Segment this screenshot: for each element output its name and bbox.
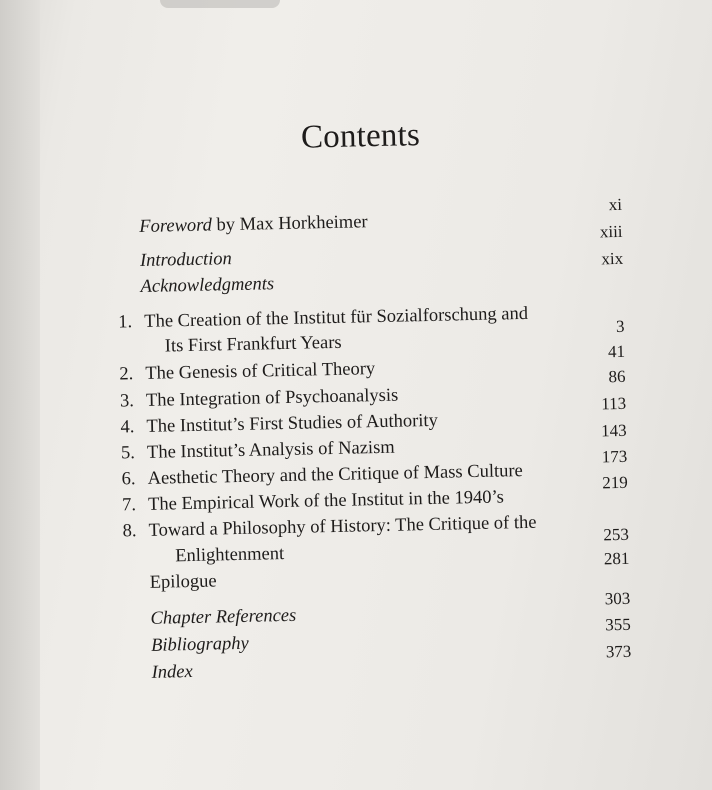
chapter-title: Aesthetic Theory and the Critique of Mass Culture xyxy=(147,461,523,489)
toc-entry-epilogue xyxy=(150,571,217,593)
toc-page-number: 219 xyxy=(602,472,628,493)
toc-chapter-8 xyxy=(122,513,536,543)
toc-entry-title-italic: Acknowledgments xyxy=(140,274,275,297)
toc-entry-title-italic: Foreword xyxy=(139,215,213,238)
chapter-title-continued: Enlightenment xyxy=(175,544,285,567)
toc-entry-title-italic: Introduction xyxy=(139,249,233,271)
toc-entry-title: Epilogue xyxy=(149,571,217,593)
chapter-title: The Integration of Psychoanalysis xyxy=(145,385,399,411)
toc-chapter-3 xyxy=(120,386,399,413)
chapter-number: 6. xyxy=(121,469,136,490)
toc-chapter-6 xyxy=(121,461,523,490)
toc-chapter-1 xyxy=(118,304,528,334)
toc-chapter-5 xyxy=(121,438,395,465)
toc-page-number: 373 xyxy=(605,641,632,662)
toc-page-number: 41 xyxy=(607,341,626,362)
chapter-number: 2. xyxy=(119,364,134,385)
chapter-number: 3. xyxy=(119,391,135,412)
chapter-number: 5. xyxy=(120,443,136,464)
toc-page-number: 303 xyxy=(604,588,631,609)
toc-entry-title: Index xyxy=(151,661,193,683)
toc-entry-title: Chapter References xyxy=(150,605,297,629)
toc-page-number: 113 xyxy=(601,393,627,414)
chapter-title: Toward a Philosophy of History: The Critique of the xyxy=(148,512,537,541)
toc-entry-foreword xyxy=(139,212,368,238)
chapter-title: The Institut’s Analysis of Nazism xyxy=(146,437,395,463)
toc-page-number: xix xyxy=(601,248,624,269)
toc-page-number: 143 xyxy=(600,420,627,441)
page-title: Contents xyxy=(300,117,421,156)
toc-chapter-4 xyxy=(120,411,438,439)
toc-page-number: 281 xyxy=(603,548,630,569)
toc-page-number: 86 xyxy=(608,366,626,387)
chapter-number: 4. xyxy=(120,417,135,438)
toc-page-number: 253 xyxy=(603,524,630,545)
toc-entry-chapter-references xyxy=(150,606,296,630)
toc-page-number: 173 xyxy=(601,446,628,467)
chapter-number: 1. xyxy=(118,312,133,333)
toc-entry-bibliography xyxy=(151,634,249,657)
toc-entry-introduction xyxy=(140,249,232,272)
chapter-title: The Creation of the Institut für Sozialforschung and xyxy=(144,303,529,332)
chapter-title-continued: Its First Frankfurt Years xyxy=(164,332,342,357)
toc-chapter-8-line2 xyxy=(175,544,284,567)
chapter-title: The Genesis of Critical Theory xyxy=(145,359,376,384)
toc-entry-index xyxy=(151,662,193,684)
toc-chapter-1-line2 xyxy=(165,333,342,358)
toc-entry-title-rest: by Max Horkheimer xyxy=(211,212,368,236)
chapter-title: The Institut’s First Studies of Authority xyxy=(146,410,439,437)
toc-page-number: 355 xyxy=(605,614,631,635)
chapter-number: 8. xyxy=(122,521,137,542)
chapter-title: The Empirical Work of the Institut in the 1940’s xyxy=(147,487,505,515)
toc-page-number: xi xyxy=(608,194,623,215)
chapter-number: 7. xyxy=(121,495,137,516)
toc-entry-acknowledgments xyxy=(140,274,274,298)
toc-page-number: xiii xyxy=(599,221,623,242)
toc-page-number: 3 xyxy=(615,316,625,337)
toc-chapter-2 xyxy=(119,359,375,385)
toc-entry-title: Bibliography xyxy=(150,633,249,656)
toc-chapter-7 xyxy=(122,487,504,516)
